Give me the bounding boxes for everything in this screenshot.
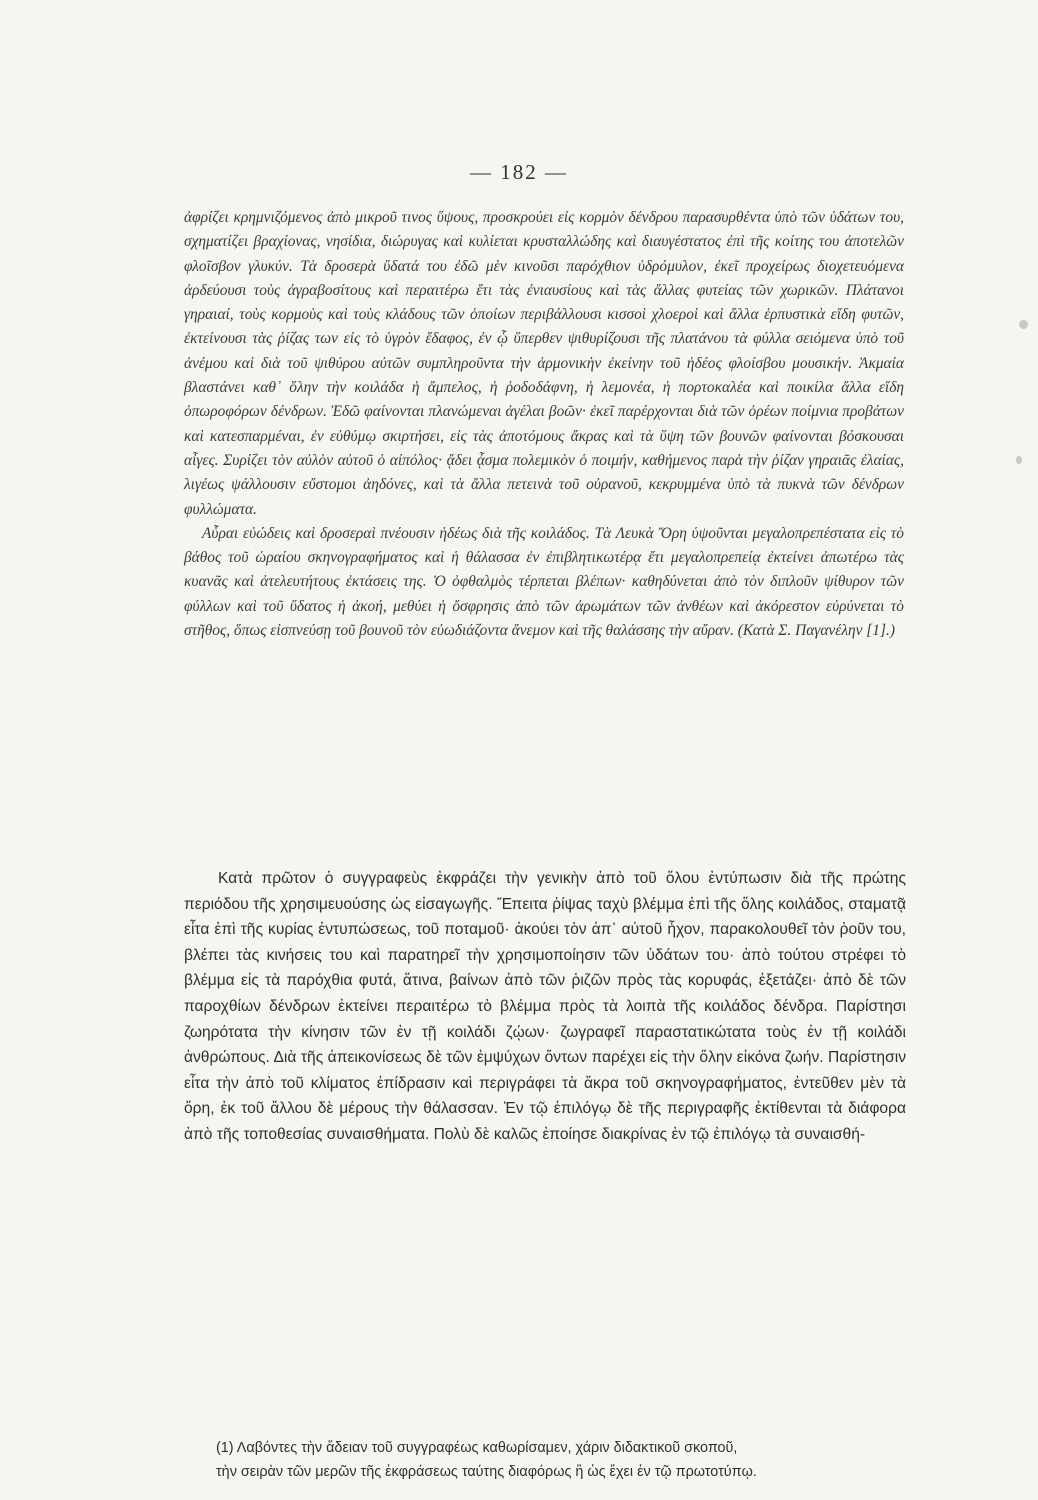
- margin-speck: [1016, 456, 1022, 464]
- quoted-description: [184, 206, 904, 643]
- page-number: — 182 —: [470, 160, 568, 184]
- footnote-line-2: τὴν σειρὰν τῶν μερῶν τῆς ἐκφράσεως ταύτης διαφόρως ἢ ὡς ἔχει ἐν τῷ πρωτοτύπῳ.: [216, 1464, 757, 1480]
- margin-speck: [1019, 320, 1028, 329]
- footnote: [216, 1436, 910, 1484]
- commentary-paragraph: Κατὰ πρῶτον ὁ συγγραφεὺς ἐκφράζει τὴν γενικὴν ἀπὸ τοῦ ὅλου ἐντύπωσιν διὰ τῆς πρώτης περιόδου τῆς χρησιμευούσης ὡς εἰσαγωγῆς. Ἔπειτα ῥίψας ταχὺ βλέμμα ἐπὶ τῆς ὅλης κοιλάδος, σταματᾷ εἶτα ἐπὶ τῆς κυρίας ἐντυπώσεως, τοῦ ποταμοῦ· ἀκούει τὸν ἀπ᾽ αὐτοῦ ἦχον, παρακολουθεῖ τὸν ῥοῦν του, βλέπει τὰς κινήσεις του καὶ παρατηρεῖ τὴν χρησιμοποίησιν τῶν ὑδάτων του· ἀπὸ τούτου στρέφει τὸ βλέμμα εἰς τὰ παρόχθια φυτά, ἅτινα, βαίνων ἀπὸ τῶν ῥιζῶν πρὸς τὰς κορυφάς, ἐξετάζει· ἀπὸ δὲ τῶν παροχθίων δένδρων ἐκτείνει περαιτέρω τὸ βλέμμα πρὸς τὰ λοιπὰ τῆς κοιλάδος δένδρα. Παρίστησι ζωηρότατα τὴν κίνησιν τῶν ἐν τῇ κοιλάδι ζῴων· ζωγραφεῖ παραστατικώτατα τοὺς ἐν τῇ κοιλάδι ἀνθρώπους. Διὰ τῆς ἀπεικονίσεως δὲ τῶν ἐμψύχων ὄντων παρέχει εἰς τὴν ὅλην εἰκόνα ζωήν. Παρίστησιν εἶτα τὴν ἀπὸ τοῦ κλίματος ἐπίδρασιν καὶ περιγράφει τὰ ἄκρα τοῦ σκηνογραφήματος, ἐντεῦθεν μὲν τὰ ὄρη, ἐκ τοῦ ἄλλου δὲ μέρους τὴν θάλασσαν. Ἐν τῷ ἐπιλόγῳ δὲ τῆς περιγραφῆς ἐκτίθενται τὰ διάφορα ἀπὸ τῆς τοποθεσίας συναισθήματα. Πολὺ δὲ καλῶς ἐποίησε διακρίνας ἐν τῷ ἐπιλόγῳ τὰ συναισθή-: [184, 870, 906, 1143]
- quote-paragraph-1: ἀφρίζει κρημνιζόμενος ἀπὸ μικροῦ τινος ὕψους, προσκρούει εἰς κορμὸν δένδρου παρασυρθέντα ὑπὸ τῶν ὑδάτων του, σχηματίζει βραχίονας, νησίδια, διώρυγας καὶ κυλίεται κρυσταλλώδης καὶ διαυγέστατος ἐπὶ τῆς κοίτης του ἀποτελῶν φλοῖσβον γλυκύν. Τὰ δροσερὰ ὕδατά του ἐδῶ μὲν κινοῦσι παρόχθιον ὑδρόμυλον, ἐκεῖ προχείρως διοχετευόμενα ἀρδεύουσι τοὺς ἀγραβοσίτους καὶ περαιτέρω ἔτι τὰς ἐνιαυσίους καὶ τὰς ἄλλας φυτείας τῶν χωρικῶν. Πλάτανοι γηραιαί, τοὺς κορμοὺς καὶ τοὺς κλάδους τῶν ὁποίων περιβάλλουσι κισσοὶ χλοεροὶ καὶ ἄλλα ἑρπυστικὰ εἴδη φυτῶν, ἐκτείνουσι τὰς ῥίζας των εἰς τὸ ὑγρὸν ἔδαφος, ἐν ᾧ ὕπερθεν ψιθυρίζουσι τῆς πλατάνου τὰ φύλλα σειόμενα ὑπὸ τοῦ ἀνέμου καὶ διὰ τοῦ ψιθύρου αὐτῶν συμπληροῦντα τὴν ἁρμονικὴν ἐκείνην τοῦ ἡδέος φλοίσβου μουσικήν. Ἀκμαία βλαστάνει καθ᾽ ὅλην τὴν κοιλάδα ἡ ἄμπελος, ἡ ῥοδοδάφνη, ἡ λεμονέα, ἡ πορτοκαλέα καὶ ποικίλα ἄλλα εἴδη ὀπωροφόρων δένδρων. Ἐδῶ φαίνονται πλανώμεναι ἀγέλαι βοῶν· ἐκεῖ παρέρχονται διὰ τῶν ὀρέων ποίμνια προβάτων καὶ κατεσπαρμέναι, ἐν εὐθύμῳ σκιρτήσει, εἰς τὰς ἀποτόμους ἄκρας καὶ τὰ ὕψη τῶν βουνῶν φαίνονται βόσκουσαι αἶγες. Συρίζει τὸν αὐλὸν αὐτοῦ ὁ αἰπόλος· ᾄδει ᾆσμα πολεμικὸν ὁ ποιμήν, καθήμενος παρὰ τὴν ῥίζαν γηραιᾶς ἐλαίας, λιγέως ψάλλουσιν εὔστομοι ἀηδόνες, καὶ τὰ ἄλλα πετεινὰ τοῦ οὐρανοῦ, κεκρυμμένα ὑπὸ τὰ πυκνὰ τῶν δένδρων φυλλώματα.: [184, 209, 904, 518]
- footnote-line-1: (1) Λαβόντες τὴν ἄδειαν τοῦ συγγραφέως καθωρίσαμεν, χάριν διδακτικοῦ σκοποῦ,: [216, 1440, 738, 1456]
- quote-paragraph-2: Αὖραι εὐώδεις καὶ δροσεραὶ πνέουσιν ἡδέως διὰ τῆς κοιλάδος. Τὰ Λευκὰ Ὄρη ὑψοῦνται μεγαλοπρεπέστατα εἰς τὸ βάθος τοῦ ὡραίου σκηνογραφήματος καὶ ἡ θάλασσα ἐν ἐπιβλητικωτέρᾳ ἔτι μεγαλοπρεπείᾳ ἐκτείνει ἀπωτέρω τὰς κυανᾶς καὶ ἀτελευτήτους ἐκτάσεις της. Ὁ ὀφθαλμὸς τέρπεται βλέπων· καθηδύνεται ἀπὸ τὸν διπλοῦν ψίθυρον τῶν φύλλων καὶ τοῦ ὕδατος ἡ ἀκοή, μεθύει ἡ ὄσφρησις ἀπὸ τῶν ἀρωμάτων τῶν ἀνθέων καὶ ἀκόρεστον εὐρύνεται τὸ στῆθος, ὅπως εἰσπνεύσῃ τοῦ βουνοῦ τὸν εὐωδιάζοντα ἄνεμον καὶ τῆς θαλάσσης τὴν αὔραν. (Κατὰ Σ. Παγανέλην [1].): [184, 524, 904, 640]
